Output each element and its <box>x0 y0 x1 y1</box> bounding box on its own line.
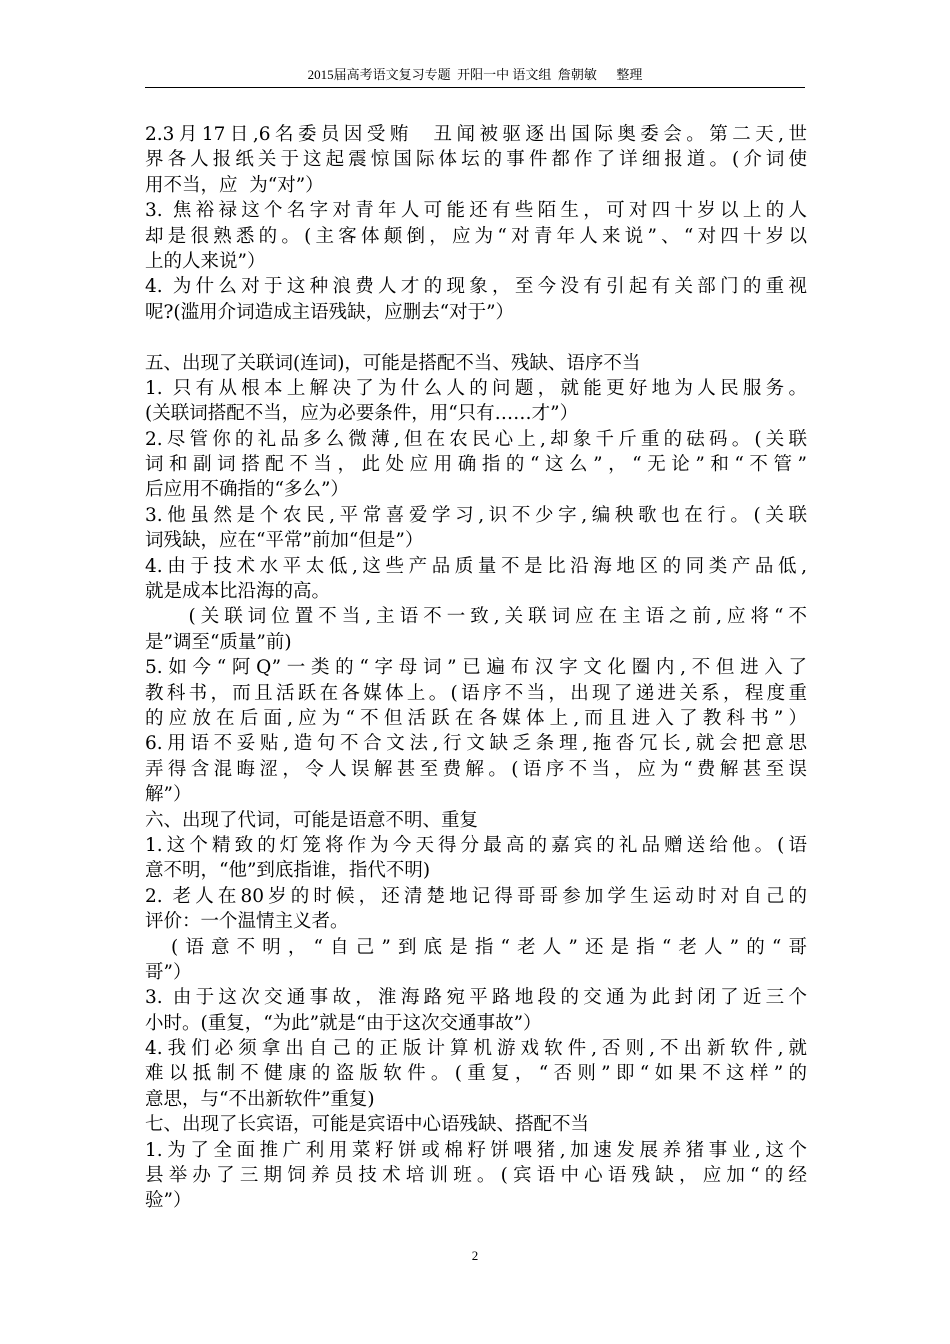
text-line: 县举办了三期饲养员技术培训班。(宾语中心语残缺，应加“的经 <box>145 1165 807 1187</box>
text-line: 弄得含混晦涩，令人误解甚至费解。(语序不当，应为“费解甚至误 <box>145 758 807 780</box>
text-line: 3. 由于这次交通事故，淮海路宛平路地段的交通为此封闭了近三个 <box>145 987 807 1009</box>
text-line: 用不当，应 为“对”） <box>145 174 324 196</box>
page-header: 2015届高考语文复习专题 开阳一中 语文组 詹朝敏 整理 <box>307 67 643 82</box>
text-line: (关联词位置不当,主语不一致,关联词应在主语之前,应将“不 <box>145 606 807 628</box>
text-line: 七、出现了长宾语，可能是宾语中心语残缺、搭配不当 <box>145 1114 590 1136</box>
text-line: 就是成本比沿海的高。 <box>145 581 331 603</box>
text-line: (关联词搭配不当，应为必要条件，用“只有……才”） <box>145 403 579 425</box>
text-line: 6.用语不妥贴,造句不合文法,行文缺乏条理,拖沓冗长,就会把意思 <box>145 733 807 755</box>
text-line: 2. 老人在80岁的时候，还清楚地记得哥哥参加学生运动时对自己的 <box>145 885 807 907</box>
text-line: 的应放在后面,应为“不但活跃在各媒体上,而且进入了教科书”） <box>145 707 807 729</box>
text-line: 哥”） <box>145 961 192 983</box>
text-line: 1.为了全面推广利用菜籽饼或棉籽饼喂猪,加速发展养猪事业,这个 <box>145 1139 807 1161</box>
text-line: (语意不明，“自己”到底是指“老人”还是指“老人”的“哥 <box>145 936 807 958</box>
text-line: 小时。(重复，“为此”就是“由于这次交通事故”） <box>145 1012 542 1034</box>
header-rule <box>145 87 805 88</box>
text-line: 词和副词搭配不当，此处应用确指的“这么”，“无论”和“不管” <box>145 454 807 476</box>
text-line: 2.尽管你的礼品多么微薄,但在农民心上,却象千斤重的砝码。(关联 <box>145 428 807 450</box>
text-line: 3. 焦裕禄这个名字对青年人可能还有些陌生，可对四十岁以上的人 <box>145 200 807 222</box>
text-line: 验”） <box>145 1190 192 1212</box>
text-line: 呢?(滥用介词造成主语残缺，应删去“对于”） <box>145 301 515 323</box>
text-line: 上的人来说”） <box>145 250 266 272</box>
text-line: 评价：一个温情主义者。 <box>145 911 349 933</box>
text-line: 解”） <box>145 784 192 806</box>
text-line: 5.如今“阿Q”一类的“字母词”已遍布汉字文化圈内,不但进入了 <box>145 657 807 679</box>
text-line: 六、出现了代词，可能是语意不明、重复 <box>145 809 479 831</box>
text-line: 2.3月17日,6名委员因受贿 丑闻被驱逐出国际奥委会。第二天,世 <box>145 124 807 145</box>
text-line: 是”调至“质量”前) <box>145 631 292 653</box>
text-line: 教科书，而且活跃在各媒体上。(语序不当，出现了递进关系，程度重 <box>145 682 807 704</box>
text-line: 1.这个精致的灯笼将作为今天得分最高的嘉宾的礼品赠送给他。(语 <box>145 834 807 856</box>
text-line: 难以抵制不健康的盗版软件。(重复，“否则”即“如果不这样”的 <box>145 1063 807 1085</box>
text-line: 意不明，“他”到底指谁，指代不明) <box>145 860 431 882</box>
text-line: 词残缺，应在“平常”前加“但是”） <box>145 530 424 552</box>
text-line: 意思，与“不出新软件”重复) <box>145 1088 375 1110</box>
text-line: 界各人报纸关于这起震惊国际体坛的事件都作了详细报道。(介词使 <box>145 149 807 171</box>
text-line: 3.他虽然是个农民,平常喜爱学习,识不少字,编秧歌也在行。(关联 <box>145 504 807 526</box>
text-line: 五、出现了关联词(连词)，可能是搭配不当、残缺、语序不当 <box>145 352 641 374</box>
text-line: 4.我们必须拿出自己的正版计算机游戏软件,否则,不出新软件,就 <box>145 1038 807 1060</box>
blank-line <box>145 325 807 350</box>
text-line: 4. 为什么对于这种浪费人才的现象，至今没有引起有关部门的重视 <box>145 276 807 298</box>
text-line: 1. 只有从根本上解决了为什么人的问题，就能更好地为人民服务。 <box>145 377 807 399</box>
body-text <box>145 122 807 1214</box>
text-line: 后应用不确指的“多么”） <box>145 479 349 501</box>
page-number: 2 <box>471 1248 479 1263</box>
text-line: 4.由于技术水平太低,这些产品质量不是比沿海地区的同类产品低, <box>145 555 807 577</box>
text-line: 却是很熟悉的。(主客体颠倒，应为“对青年人来说”、“对四十岁以 <box>145 225 807 247</box>
